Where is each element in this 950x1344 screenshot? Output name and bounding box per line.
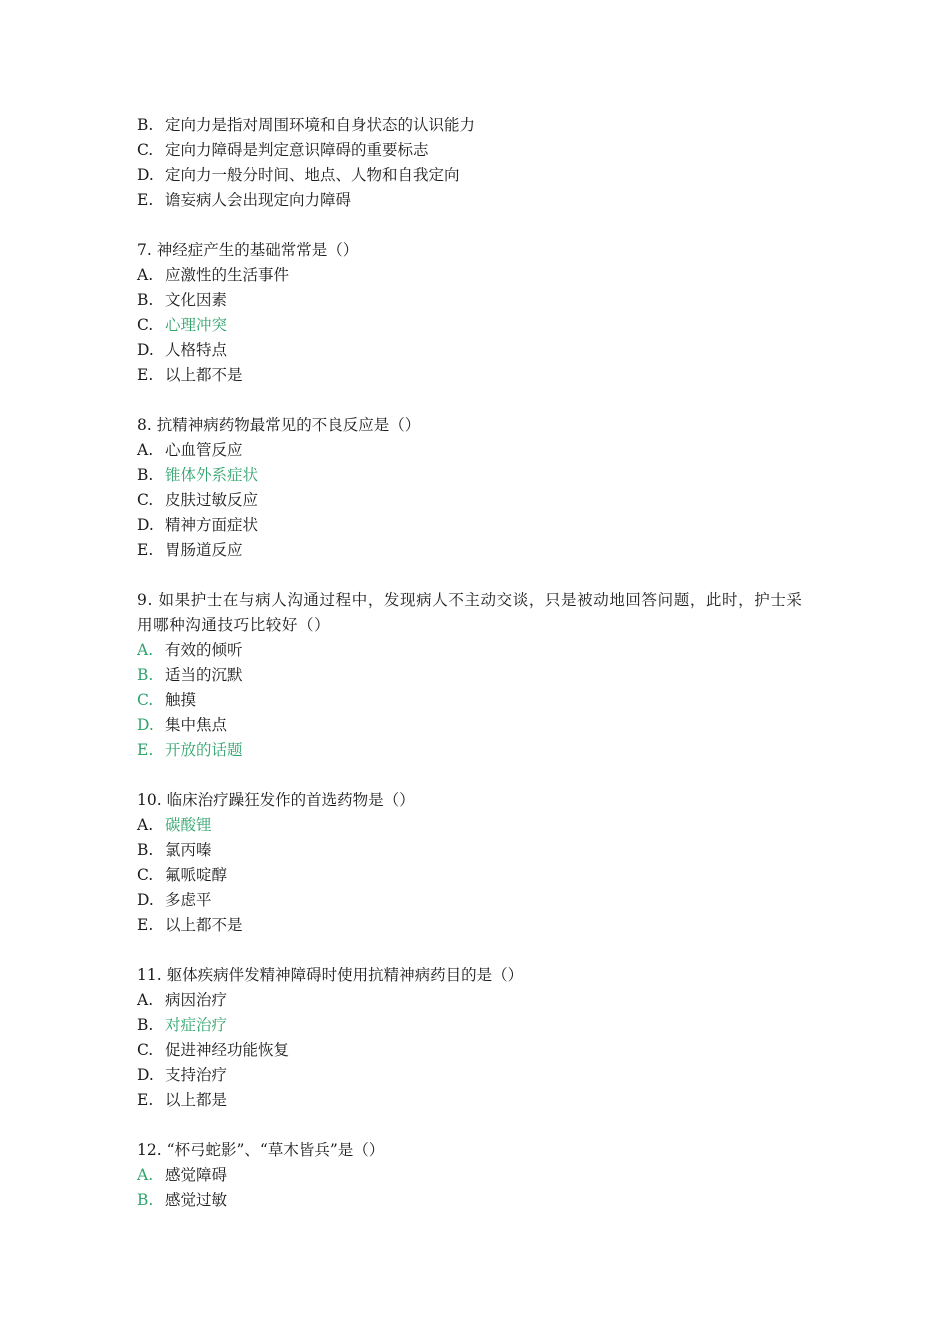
option-letter: D. [137, 341, 154, 359]
option-9-c [137, 688, 817, 713]
option-text: 应激性的生活事件 [165, 266, 290, 284]
option-letter: B. [137, 841, 154, 859]
option-text: 心血管反应 [165, 441, 243, 459]
option-letter: A. [137, 441, 154, 459]
option-text: 氯丙嗪 [165, 841, 212, 859]
option-9-e [137, 738, 817, 763]
option-9-d [137, 713, 817, 738]
answer-text: 对症治疗 [165, 1016, 228, 1034]
option-text: 以上都不是 [165, 366, 243, 384]
option-letter: A. [137, 641, 154, 659]
option-letter: A. [137, 991, 154, 1009]
option-text: 触摸 [165, 691, 197, 709]
option-7-c [137, 313, 817, 338]
option-text: 多虑平 [165, 891, 212, 909]
option-text: 集中焦点 [165, 716, 228, 734]
option-text: 人格特点 [165, 341, 228, 359]
option-11-d [137, 1063, 817, 1088]
option-7-a [137, 263, 817, 288]
option-letter: E. [137, 741, 154, 759]
option-6-b [137, 113, 817, 138]
option-7-d [137, 338, 817, 363]
option-letter: A. [137, 266, 154, 284]
option-text: 皮肤过敏反应 [165, 491, 259, 509]
option-letter: B. [137, 116, 154, 134]
option-11-e [137, 1088, 817, 1113]
option-text: 胃肠道反应 [165, 541, 243, 559]
option-8-d [137, 513, 817, 538]
option-letter: D. [137, 716, 154, 734]
option-10-b [137, 838, 817, 863]
option-11-c [137, 1038, 817, 1063]
option-letter: E. [137, 1091, 154, 1109]
option-text: 支持治疗 [165, 1066, 228, 1084]
question-9-stem: 9. 如果护士在与病人沟通过程中，发现病人不主动交谈，只是被动地回答问题，此时，护士采用哪种沟通技巧比较好（） [137, 591, 803, 634]
option-8-b [137, 463, 817, 488]
option-text: 病因治疗 [165, 991, 228, 1009]
option-12-b [137, 1188, 817, 1213]
answer-text: 心理冲突 [165, 316, 228, 334]
answer-text: 碳酸锂 [165, 816, 212, 834]
question-8-stem: 8. 抗精神病药物最常见的不良反应是（） [137, 416, 421, 434]
option-letter: D. [137, 891, 154, 909]
option-9-b [137, 663, 817, 688]
option-12-a [137, 1163, 817, 1188]
option-11-b [137, 1013, 817, 1038]
option-9-a [137, 638, 817, 663]
option-text: 文化因素 [165, 291, 228, 309]
option-text: 促进神经功能恢复 [165, 1041, 290, 1059]
option-letter: C. [137, 866, 154, 884]
option-letter: A. [137, 1166, 154, 1184]
option-text: 以上都是 [165, 1091, 228, 1109]
option-letter: C. [137, 1041, 154, 1059]
option-text: 谵妄病人会出现定向力障碍 [165, 191, 352, 209]
option-text: 定向力障碍是判定意识障碍的重要标志 [165, 141, 429, 159]
option-letter: B. [137, 666, 154, 684]
option-letter: E. [137, 541, 154, 559]
option-letter: D. [137, 166, 154, 184]
question-list [137, 113, 817, 1213]
option-6-e [137, 188, 817, 213]
option-text: 适当的沉默 [165, 666, 243, 684]
answer-text: 锥体外系症状 [165, 466, 259, 484]
option-7-b [137, 288, 817, 313]
option-10-a [137, 813, 817, 838]
option-text: 有效的倾听 [165, 641, 243, 659]
option-letter: E. [137, 916, 154, 934]
option-8-c [137, 488, 817, 513]
answer-text: 开放的话题 [165, 741, 243, 759]
option-6-d [137, 163, 817, 188]
option-text: 定向力一般分时间、地点、人物和自我定向 [165, 166, 460, 184]
option-letter: A. [137, 816, 154, 834]
option-text: 定向力是指对周围环境和自身状态的认识能力 [165, 116, 476, 134]
option-letter: B. [137, 291, 154, 309]
option-6-c [137, 138, 817, 163]
option-letter: B. [137, 1191, 154, 1209]
question-12-stem: 12. “杯弓蛇影”、“草木皆兵”是（） [137, 1141, 385, 1159]
option-letter: D. [137, 516, 154, 534]
option-10-e [137, 913, 817, 938]
option-letter: C. [137, 141, 154, 159]
option-letter: B. [137, 1016, 154, 1034]
option-letter: D. [137, 1066, 154, 1084]
question-7-stem: 7. 神经症产生的基础常常是（） [137, 241, 359, 259]
option-text: 以上都不是 [165, 916, 243, 934]
option-letter: E. [137, 366, 154, 384]
option-letter: E. [137, 191, 154, 209]
option-8-a [137, 438, 817, 463]
option-7-e [137, 363, 817, 388]
option-letter: C. [137, 691, 154, 709]
option-letter: C. [137, 491, 154, 509]
option-text: 精神方面症状 [165, 516, 259, 534]
question-10-stem: 10. 临床治疗躁狂发作的首选药物是（） [137, 791, 415, 809]
option-10-c [137, 863, 817, 888]
option-letter: B. [137, 466, 154, 484]
option-letter: C. [137, 316, 154, 334]
question-11-stem: 11. 躯体疾病伴发精神障碍时使用抗精神病药目的是（） [137, 966, 524, 984]
option-text: 感觉过敏 [165, 1191, 228, 1209]
option-10-d [137, 888, 817, 913]
option-text: 氟哌啶醇 [165, 866, 228, 884]
option-11-a [137, 988, 817, 1013]
option-8-e [137, 538, 817, 563]
option-text: 感觉障碍 [165, 1166, 228, 1184]
